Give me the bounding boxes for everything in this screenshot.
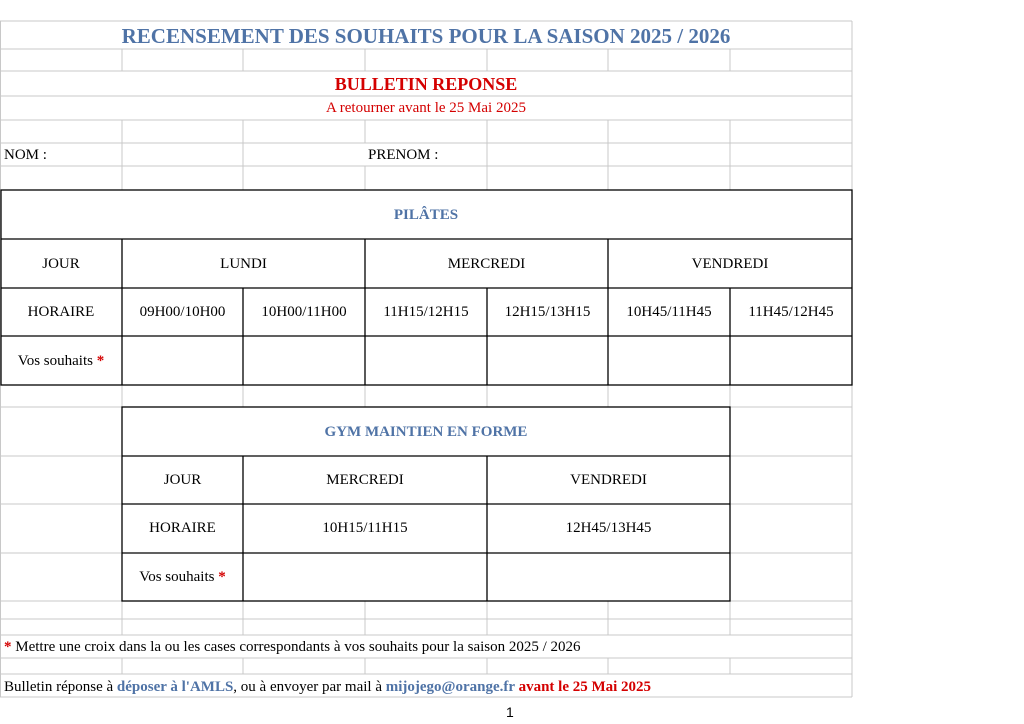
gym-choice-cell-1[interactable]: [244, 554, 486, 600]
gym-souhaits-text: Vos souhaits: [139, 569, 215, 585]
deadline-text: A retourner avant le 25 Mai 2025: [326, 100, 526, 116]
pilates-day-mercredi: MERCREDI: [447, 256, 526, 272]
send-prefix: Bulletin réponse à: [4, 679, 117, 695]
nom-label: NOM :: [4, 147, 47, 163]
pilates-slot-2: 10H00/11H00: [261, 304, 347, 320]
gym-asterisk: *: [218, 569, 226, 585]
send-instructions: [4, 678, 651, 696]
pilates-day-vendredi: VENDREDI: [691, 256, 769, 272]
pilates-asterisk: *: [96, 353, 105, 369]
pilates-choice-cell-4[interactable]: [488, 337, 607, 384]
gym-horaire-label: HORAIRE: [149, 520, 216, 536]
nom-field[interactable]: [123, 144, 363, 165]
pilates-choice-cell-1[interactable]: [123, 337, 242, 384]
pilates-choice-cell-5[interactable]: [609, 337, 729, 384]
pilates-horaire-label: HORAIRE: [27, 304, 95, 320]
pilates-souhaits-label: [0, 352, 122, 370]
send-place: déposer à l'AMLS: [116, 679, 234, 695]
gym-title: GYM MAINTIEN EN FORME: [324, 424, 528, 440]
gym-day-vendredi: VENDREDI: [570, 472, 647, 488]
prenom-label: PRENOM :: [368, 147, 439, 163]
pilates-choice-cell-3[interactable]: [366, 337, 486, 384]
send-email-link[interactable]: mijojego@orange.fr: [385, 679, 515, 695]
note-text: Mettre une croix dans la ou les cases correspondants à vos souhaits pour la saison 2025 / 2026: [15, 639, 581, 655]
page-number: 1: [506, 704, 514, 720]
prenom-field[interactable]: [488, 144, 851, 165]
send-deadline: avant le 25 Mai 2025: [514, 679, 652, 695]
pilates-title: PILÂTES: [393, 207, 459, 223]
pilates-slot-4: 12H15/13H15: [504, 304, 591, 320]
gym-choice-cell-2[interactable]: [488, 554, 729, 600]
pilates-souhaits-text: Vos souhaits: [17, 353, 93, 369]
gym-jour-label: JOUR: [163, 472, 202, 488]
instruction-note: [4, 638, 581, 656]
gym-souhaits-label: [122, 568, 243, 586]
bulletin-title: BULLETIN REPONSE: [334, 74, 518, 94]
pilates-day-lundi: LUNDI: [220, 256, 267, 272]
pilates-slot-3: 11H15/12H15: [383, 304, 469, 320]
note-asterisk: *: [4, 639, 12, 655]
gym-slot-1: 10H15/11H15: [322, 520, 408, 536]
pilates-jour-label: JOUR: [42, 256, 80, 272]
pilates-choice-cell-2[interactable]: [244, 337, 364, 384]
gym-slot-2: 12H45/13H45: [565, 520, 652, 536]
pilates-choice-cell-6[interactable]: [731, 337, 851, 384]
pilates-slot-5: 10H45/11H45: [626, 304, 712, 320]
pilates-slot-1: 09H00/10H00: [139, 304, 226, 320]
page-title: RECENSEMENT DES SOUHAITS POUR LA SAISON 2025 / 2026: [121, 24, 731, 48]
pilates-slot-6: 11H45/12H45: [748, 304, 834, 320]
gym-day-mercredi: MERCREDI: [326, 472, 404, 488]
send-middle: , ou à envoyer par mail à: [233, 679, 386, 695]
